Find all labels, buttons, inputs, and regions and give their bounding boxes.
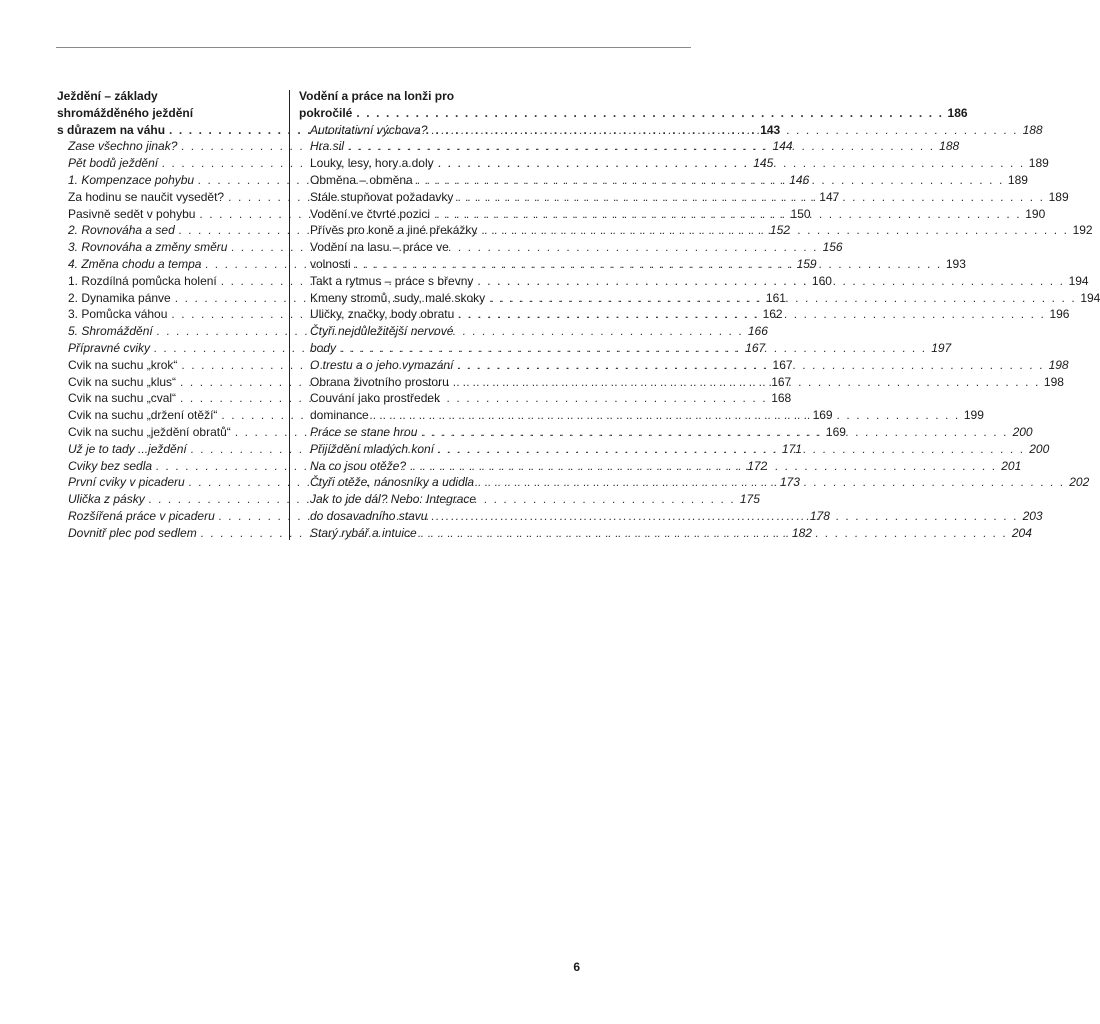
toc-page-number: 167 (771, 374, 792, 389)
toc-leader-dots (417, 172, 1004, 189)
toc-page-number: 194 (1080, 290, 1100, 305)
toc-page-number: 189 (1007, 172, 1028, 187)
toc-leader-dots (348, 138, 935, 155)
toc-page-number: 192 (1072, 223, 1093, 238)
toc-entry-title: 5. Shromáždění (68, 324, 153, 339)
toc-entry-title: Cvik na suchu „ježdění obratů“ (68, 424, 231, 439)
toc-page-number: 198 (1043, 374, 1064, 389)
toc-page-number: 200 (1029, 441, 1050, 456)
toc-page-number: 194 (1068, 273, 1089, 288)
toc-heading-line: Vodění a práce na lonži pro (299, 89, 455, 103)
toc-leader-dots (489, 290, 1076, 307)
toc-page-number: 186 (947, 105, 968, 120)
toc-entry-title-line: Jak to jde dál? Nebo: Integrace (310, 492, 477, 507)
toc-page-number: 169 (812, 408, 833, 423)
toc-leader-dots (457, 189, 1044, 206)
toc-entry-title: 2. Rovnováha a sed (68, 223, 175, 238)
toc-page-number: 169 (825, 424, 846, 439)
toc-page-number: 198 (1048, 357, 1069, 372)
toc-entry-title: Starý rybář a intuice (310, 525, 417, 540)
toc-entry-title: 1. Rozdílná pomůcka holení (68, 273, 217, 288)
toc-entry-title: Cvik na suchu „držení otěží“ (68, 408, 218, 423)
toc-entry-title: Na co jsou otěže? (310, 458, 407, 473)
toc-leader-dots (431, 508, 1018, 525)
toc-entry-title: Stále stupňovat požadavky (310, 189, 454, 204)
toc-page-number: 168 (771, 391, 792, 406)
toc-entry-title: Cviky bez sedla (68, 458, 153, 473)
toc-page-number: 144 (772, 139, 793, 154)
column-divider (289, 90, 290, 540)
toc-page-number: 167 (745, 340, 766, 355)
toc-page-number: 167 (772, 357, 793, 372)
toc-entry-title: Cvik na suchu „klus“ (68, 374, 177, 389)
toc-entry-title: O trestu a o jeho vymazání (310, 357, 454, 372)
page-number: 6 (573, 960, 580, 974)
toc-entry-title: Dovnitř plec pod sedlem (68, 525, 197, 540)
toc-entry-title: Cvik na suchu „krok“ (68, 357, 178, 372)
toc-heading-line: Ježdění – základy (57, 89, 158, 103)
toc-leader-dots (355, 256, 942, 273)
toc-page-number: 159 (796, 256, 817, 271)
toc-page-number: 202 (1069, 475, 1090, 490)
toc-page-number: 146 (789, 172, 810, 187)
toc-entry-title-line: Vodění na lasu – práce ve (310, 240, 449, 255)
toc-leader-dots (478, 474, 1065, 491)
toc-entry-title: Přívěs pro koně a jiné překážky (310, 223, 478, 238)
toc-entry-title: Přípravné cviky (68, 340, 151, 355)
toc-page-number: 156 (822, 240, 843, 255)
toc-entry-title: Vodění ve čtvrté pozici (310, 206, 431, 221)
toc-entry-title: dominance (310, 408, 369, 423)
toc-heading-line: shromážděného ježdění (57, 105, 194, 120)
toc-page-number: 200 (1012, 424, 1033, 439)
toc-page-number: 171 (781, 441, 802, 456)
toc-page-number: 203 (1022, 508, 1043, 523)
toc-page-number: 178 (809, 508, 830, 523)
toc-page-number: 147 (819, 189, 840, 204)
toc-page-number: 193 (945, 256, 966, 271)
toc-entry-title: Obrana životního prostoru (310, 374, 449, 389)
toc-page-number: 160 (811, 273, 832, 288)
toc-entry-title: volnosti (310, 256, 351, 271)
toc-entry-title: Přijíždění mladých koní (310, 441, 435, 456)
top-rule (56, 47, 691, 48)
toc-page-number: 189 (1048, 189, 1069, 204)
toc-entry-title: 1. Kompenzace pohybu (68, 172, 195, 187)
toc-chapter-heading (299, 88, 968, 122)
toc-page-number: 162 (762, 307, 783, 322)
toc-entry-title: Louky, lesy, hory a doly (310, 156, 434, 171)
toc-leader-dots (373, 407, 960, 424)
toc-entry-title: Pět bodů ježdění (68, 156, 159, 171)
toc-page-number: 197 (931, 340, 952, 355)
toc-page-number: 161 (765, 290, 786, 305)
toc-entry-title: Zase všechno jinak? (68, 139, 178, 154)
toc-heading-row (299, 105, 968, 122)
toc-leader-dots (410, 458, 997, 475)
toc-entry-title: Práce se stane hrou (310, 424, 418, 439)
toc-leader-dots (431, 122, 1018, 139)
toc-entry-title: do dosavadního stavu (310, 508, 428, 523)
toc-leader-dots (457, 357, 1044, 374)
toc-leader-dots (438, 155, 1025, 172)
toc-leader-dots (458, 306, 1045, 323)
toc-entry-title: 2. Dynamika pánve (68, 290, 171, 305)
toc-entry-title: Uličky, značky, body obratu (310, 307, 455, 322)
toc-leader-dots (356, 105, 943, 122)
toc-entry-title: Obměna – obměna (310, 172, 413, 187)
toc-page-number: 196 (1049, 307, 1070, 322)
toc-entry-title: Hra sil (310, 139, 345, 154)
toc-leader-dots (453, 374, 1040, 391)
toc-entry-title: body (310, 340, 337, 355)
toc-leader-dots (438, 441, 1025, 458)
toc-entry-title: Autoritativní výchova? (310, 122, 428, 137)
toc-entry-title: Kmeny stromů, sudy, malé skoky (310, 290, 486, 305)
toc-leader-dots (481, 222, 1068, 239)
toc-entry-title: Rozšířená práce v picaderu (68, 508, 215, 523)
toc-leader-dots (421, 424, 1008, 441)
toc-entry-title: Čtyři otěže, nánosníky a udidla (310, 475, 475, 490)
toc-entry-title: Takt a rytmus – práce s břevny (310, 273, 474, 288)
toc-page-number: 182 (791, 525, 812, 540)
toc-entry-title: 4. Změna chodu a tempa (68, 256, 202, 271)
toc-page-number: 150 (790, 206, 811, 221)
toc-page-number: 145 (753, 156, 774, 171)
toc-page-number: 188 (1022, 122, 1043, 137)
toc-entry-title: První cviky v picaderu (68, 475, 185, 490)
toc-leader-dots (477, 273, 1064, 290)
toc-page-number: 175 (739, 492, 760, 507)
toc-entry-title: Pasivně sedět v pohybu (68, 206, 196, 221)
toc-page-number: 201 (1001, 458, 1022, 473)
toc-entry-title-line: Čtyři nejdůležitější nervové (310, 324, 454, 339)
toc-heading-last-line: pokročilé (299, 105, 353, 120)
toc-leader-dots (340, 340, 927, 357)
toc-page-number: 189 (1028, 156, 1049, 171)
toc-page-number: 190 (1025, 206, 1046, 221)
toc-page-number: 152 (769, 223, 790, 238)
toc-entry-title-line: Couvání jako prostředek (310, 391, 441, 406)
toc-page-number: 173 (779, 475, 800, 490)
toc-page-number: 166 (747, 324, 768, 339)
toc-page-number: 143 (760, 122, 781, 137)
toc-page-number: 199 (963, 408, 984, 423)
toc-entry-title: Ulička z pásky (68, 492, 145, 507)
toc-heading-last-line: s důrazem na váhu (57, 122, 166, 137)
toc-entry-title: Cvik na suchu „cval“ (68, 391, 177, 406)
toc-page-number: 204 (1011, 525, 1032, 540)
toc-page-number: 172 (747, 458, 768, 473)
toc-entry-title: Za hodinu se naučit vysedět? (68, 189, 225, 204)
toc-leader-dots (421, 525, 1008, 542)
toc-entry-title: 3. Pomůcka váhou (68, 307, 168, 322)
toc-entry-title: 3. Rovnováha a změny směru (68, 240, 228, 255)
toc-page-number: 188 (939, 139, 960, 154)
toc-leader-dots (434, 206, 1021, 223)
toc-entry-title: Už je to tady ...ježdění (68, 441, 187, 456)
